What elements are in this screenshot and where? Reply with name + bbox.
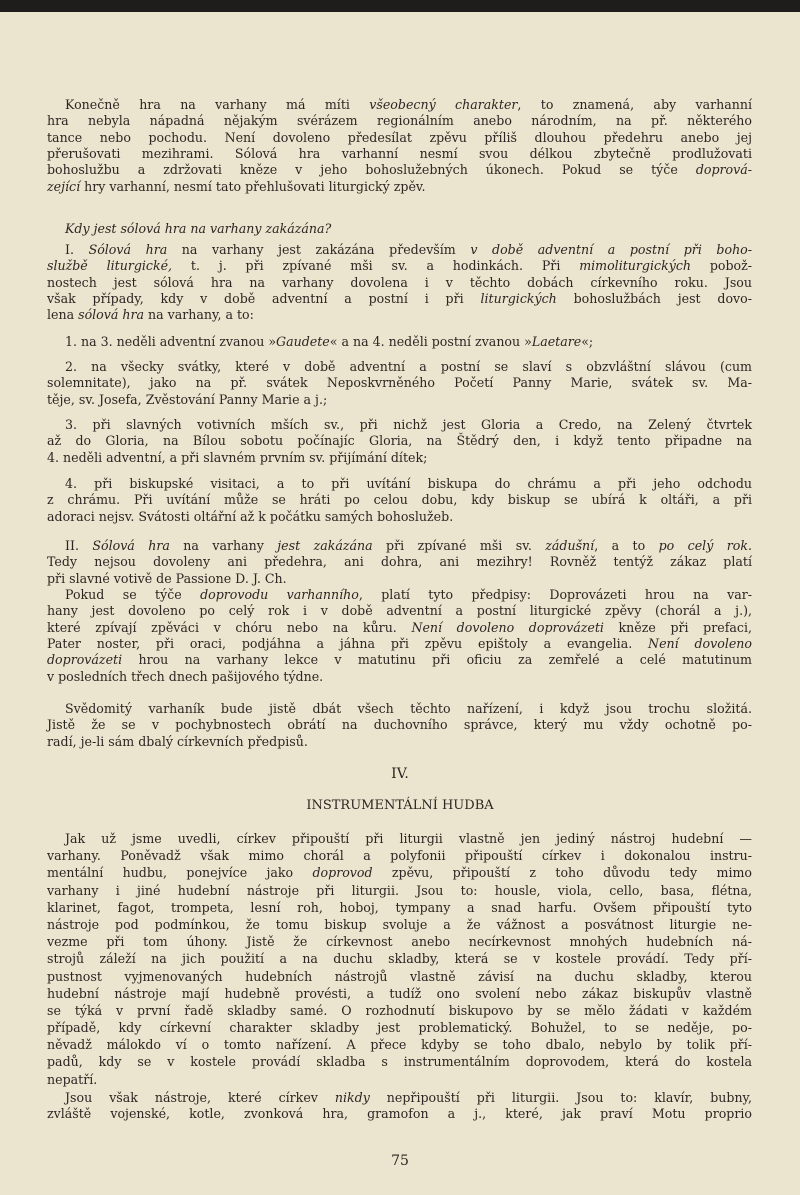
text-line (47, 334, 752, 350)
text-line (47, 950, 752, 967)
text-line (47, 162, 752, 178)
text-line (47, 968, 752, 985)
text-run: na varhany jest zakázána především (167, 242, 471, 257)
text-run: nepřipouští při liturgii. Jsou to: klavír, bubny, (369, 1090, 753, 1105)
italic-text: doprovázeti (47, 652, 123, 668)
text-run: varhany i jiné hudební nástroje při liturgii. Jsou to: housle, viola, cello, basa, flétna, (47, 882, 752, 898)
text-line (47, 1019, 752, 1036)
text-run: lena (47, 307, 79, 323)
text-line (47, 1002, 752, 1019)
italic-text: zející (47, 178, 81, 194)
text-run: však případy, kdy v době adventní a postní i při (47, 291, 481, 307)
text-line (47, 221, 752, 237)
text-run: vezme při tom úhony. Jistě že církevnost anebo necírkevnost mnohých hudebních ná- (47, 934, 752, 950)
text-line (47, 571, 752, 587)
text-line (47, 307, 752, 323)
text-line (47, 359, 752, 375)
text-run: hany jest dovoleno po celý rok i v době adventní a postní liturgické zpěvy (chorál a j.), (47, 603, 752, 619)
text-run: Tedy nejsou dovoleny ani předehra, ani dohra, ani mezihry! Rovněž tentýž zákaz platí (47, 554, 752, 570)
text-line (47, 717, 752, 733)
text-run: Pater noster, při oraci, podjáhna a jáhna při zpěvu epištoly a evangelia. (47, 636, 649, 652)
italic-text: Není dovoleno (648, 636, 752, 652)
scan-top-edge (0, 0, 800, 12)
text-run: případě, kdy církevní charakter skladby jest problematický. Bohužel, to se neděje, po- (47, 1020, 752, 1036)
text-run: přerušovati mezihrami. Sólová hra varhanní nesmí svou délkou zbytečně prodlužovati (47, 146, 752, 162)
italic-text: Sólová hra (92, 538, 170, 553)
text-line (47, 417, 752, 433)
text-run: varhany. Poněvadž však mimo chorál a polyfonii připouští církev i dokonalou instru- (47, 848, 752, 864)
text-run: na varhany, a to: (144, 307, 254, 323)
italic-text: mimoliturgických (579, 258, 691, 274)
text-line (47, 864, 752, 881)
text-run: Pokud se týče (65, 587, 201, 602)
italic-text: všeobecný charakter (369, 97, 518, 112)
text-run: zpěvu, připouští z toho důvodu tedy mimo (372, 865, 752, 881)
italic-text: nikdy (334, 1090, 370, 1105)
paragraph-forbidden-instruments (47, 1090, 752, 1123)
text-line (47, 291, 752, 307)
text-line (47, 538, 752, 554)
text-run: strojů záleží na jich použití a na duchu skladby, která se v kostele provádí. Tedy pří- (47, 951, 752, 967)
list-item-3 (47, 417, 752, 466)
text-line (47, 1053, 752, 1070)
list-item-2 (47, 359, 752, 408)
text-run: I. (65, 242, 89, 257)
text-line (47, 933, 752, 950)
paragraph-conscientious-organist (47, 701, 752, 750)
text-line (47, 669, 752, 685)
italic-text: doprovodu varhanního (200, 587, 359, 602)
text-run: pobož- (690, 258, 752, 274)
text-run: «; (581, 334, 594, 349)
text-run: II. (65, 538, 93, 553)
text-line (47, 242, 752, 258)
text-line (47, 1106, 752, 1122)
text-line (47, 130, 752, 146)
text-line (47, 1036, 752, 1053)
section-number: IV. (391, 766, 409, 782)
text-line (47, 450, 752, 466)
text-run: , a to (594, 538, 659, 553)
page-number: 75 (391, 1153, 409, 1169)
text-run: až do Gloria, na Bílou sobotu počínajíc Gloria, na Štědrý den, i když tento připadne na (47, 433, 752, 449)
text-line (47, 1090, 752, 1106)
text-run: 3. při slavných votivních mších sv., při nichž jest Gloria a Credo, na Zelený čtvrtek (65, 417, 752, 432)
text-run: těje, sv. Josefa, Zvěstování Panny Marie a j.; (47, 391, 328, 407)
text-run: se týká v první řadě skladby samé. O rozhodnutí biskupovo by se mělo žádati v každém (47, 1002, 752, 1018)
text-run: v posledních třech dnech pašijového týdne. (47, 668, 324, 684)
text-run: na varhany (169, 538, 278, 553)
italic-text: doprovod (312, 865, 373, 881)
italic-text: jest zakázána (277, 538, 373, 553)
text-run: Jak už jsme uvedli, církev připouští při liturgii vlastně jen jediný nástroj hudební — (65, 831, 752, 846)
text-run: « a na 4. neděli postní zvanou » (329, 334, 532, 349)
text-line (47, 701, 752, 717)
text-run: , to znamená, aby varhanní (517, 97, 752, 112)
text-run: tance nebo pochodu. Není dovoleno předesílat zpěvu příliš dlouhou předehru anebo jej (47, 129, 752, 145)
text-run: něvadž málokdo ví o tomto nařízení. A přece kdyby se toho dbalo, nebylo by tolik pří- (47, 1037, 752, 1053)
italic-text: po celý rok. (658, 538, 752, 553)
text-run: při slavné votivě de Passione D. J. Ch. (47, 570, 287, 586)
text-line (47, 146, 752, 162)
text-line (47, 258, 752, 274)
text-line (47, 652, 752, 668)
text-line (47, 985, 752, 1002)
text-run: pustnost vyjmenovaných hudebních nástrojů vlastně závisí na duchu skladby, kterou (47, 968, 752, 984)
text-run: hra nebyla nápadná nějakým svérázem regionálním anebo národním, na př. některého (47, 113, 752, 129)
text-run: hudební nástroje mají hudebně provésti, a tudíž ono svolení nebo zákaz biskupův vlastně (47, 985, 752, 1001)
text-run: bohoslužbách jest dovo- (556, 291, 753, 307)
text-run: které zpívají zpěváci v chóru nebo na kůru. (47, 619, 412, 635)
text-run: 1. na 3. neděli adventní zvanou » (65, 334, 277, 349)
section-title: INSTRUMENTÁLNÍ HUDBA (306, 798, 494, 813)
text-run: klarinet, fagot, trompeta, lesní roh, hoboj, tympany a snad harfu. Ovšem připouští tyto (47, 899, 752, 915)
list-item-1 (47, 334, 752, 350)
text-line (47, 509, 752, 525)
text-run: padů, kdy se v kostele provádí skladba s instrumentálním doprovodem, která do kostela (47, 1054, 752, 1070)
text-line (47, 275, 752, 291)
text-run: hrou na varhany lekce v matutinu při oficiu za zemřelé a celé matutinum (122, 652, 752, 668)
italic-text: Gaudete (276, 334, 330, 349)
text-run: hry varhanní, nesmí tato přehlušovati liturgický zpěv. (80, 178, 426, 194)
text-run: Svědomitý varhaník bude jistě dbát všech těchto nařízení, i když jsou trochu složitá. (65, 701, 752, 716)
italic-text: liturgických (480, 291, 557, 307)
text-line (47, 113, 752, 129)
text-line (47, 375, 752, 391)
text-line (47, 1071, 752, 1088)
text-run: Jistě že se v pochybnostech obrátí na duchovního správce, který mu vždy ochotně po- (47, 717, 752, 733)
text-line (47, 476, 752, 492)
text-run: nepatří. (47, 1071, 98, 1087)
text-run: t. j. při zpívané mši sv. a hodinkách. Při (172, 258, 580, 274)
italic-text: Není dovoleno doprovázeti (411, 619, 604, 635)
text-line (47, 916, 752, 933)
text-line (47, 830, 752, 847)
list-item-4 (47, 476, 752, 525)
text-run: solemnitate), jako na př. svátek Neposkvrněného Početí Panny Marie, svátek sv. Ma- (47, 375, 752, 391)
text-run: adoraci nejsv. Svátosti oltářní až k počátku samých bohoslužeb. (47, 508, 454, 524)
text-line (47, 392, 752, 408)
text-run: 4. při biskupské visitaci, a to při uvítání biskupa do chrámu a při jeho odchodu (65, 476, 752, 491)
text-run: Jsou však nástroje, které církev (65, 1090, 335, 1105)
text-line (47, 882, 752, 899)
italic-text: Kdy jest sólová hra na varhany zakázána? (65, 221, 332, 236)
text-run: radí, je-li sám dbalý církevních předpisů. (47, 733, 308, 749)
text-run: bohoslužbu a zdržovati kněze v jeho bohoslužebných úkonech. Pokud se týče (47, 162, 696, 178)
italic-text: sólová hra (78, 307, 145, 323)
italic-text: službě liturgické, (47, 258, 173, 274)
text-line (47, 636, 752, 652)
text-run: , platí tyto předpisy: Doprovázeti hrou na var- (358, 587, 752, 602)
text-run: 4. neděli adventní, a při slavném prvním sv. přijímání dítek; (47, 449, 428, 465)
text-run: nostech jest sólová hra na varhany dovolena i v těchto dobách církevního roku. Jsou (47, 274, 752, 290)
text-run: 2. na všecky svátky, které v době adventní a postní se slaví s obzvláštní slávou (cum (65, 359, 752, 374)
text-line (47, 97, 752, 113)
text-line (47, 899, 752, 916)
italic-text: v době adventní a postní při boho- (470, 242, 753, 257)
text-run: nástroje pod podmínkou, že tomu biskup svoluje a že vážnost a posvátnost liturgie ne- (47, 916, 752, 932)
text-line (47, 179, 752, 195)
paragraph-rule-two (47, 538, 752, 587)
text-line (47, 734, 752, 750)
text-run: při zpívané mši sv. (372, 538, 546, 553)
paragraph-rule-one (47, 242, 752, 324)
paragraph-organ-character (47, 97, 752, 195)
text-run: Konečně hra na varhany má míti (65, 97, 370, 112)
text-line (47, 847, 752, 864)
text-line (47, 587, 752, 603)
text-run: zvláště vojenské, kotle, zvonková hra, gramofon a j., které, jak praví Motu proprio (47, 1106, 752, 1122)
text-run: kněze při prefaci, (603, 619, 752, 635)
text-line (47, 620, 752, 636)
italic-text: Laetare (531, 334, 582, 349)
text-line (47, 492, 752, 508)
italic-text: doprová- (695, 162, 752, 178)
italic-text: zádušní (545, 538, 595, 553)
paragraph-accompaniment (47, 587, 752, 685)
text-run: z chrámu. Při uvítání může se hráti po celou dobu, kdy biskup se ubírá k oltáři, a při (47, 492, 752, 508)
text-line (47, 603, 752, 619)
paragraph-instrumental-music (47, 830, 752, 1088)
italic-text: Sólová hra (88, 242, 168, 257)
question-heading (47, 221, 752, 237)
text-line (47, 433, 752, 449)
text-line (47, 554, 752, 570)
text-run: mentální hudbu, ponejvíce jako (47, 865, 313, 881)
